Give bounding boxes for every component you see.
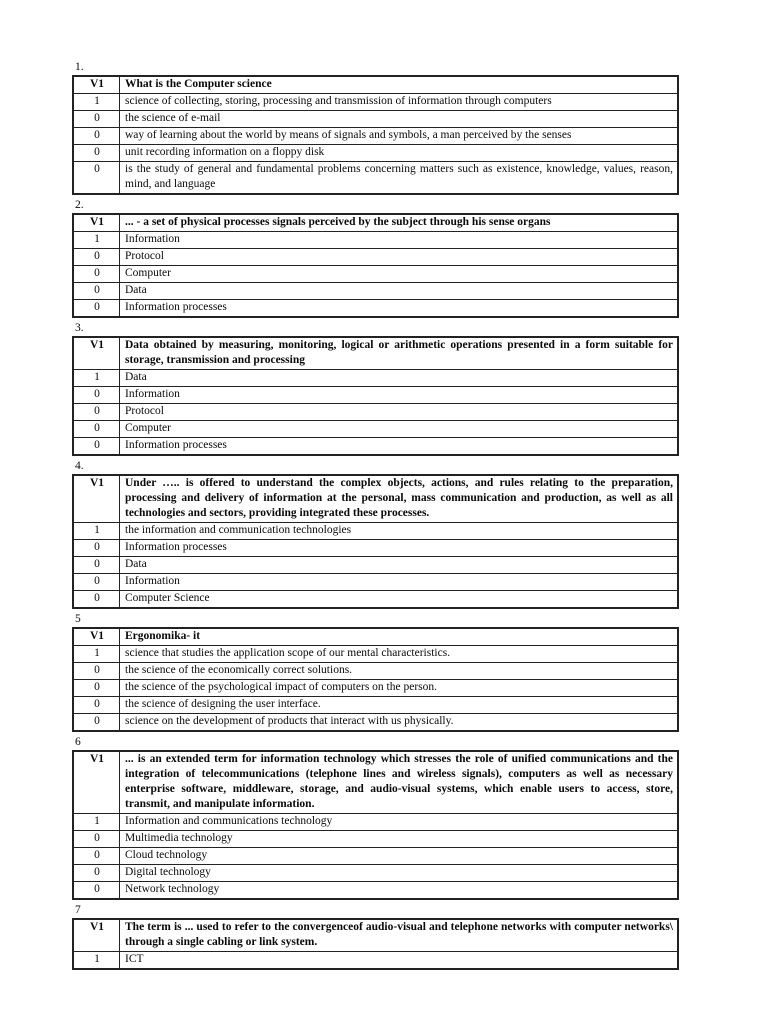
question-header-row bbox=[73, 751, 678, 814]
answer-text: the science of designing the user interface. bbox=[120, 697, 679, 714]
answer-row bbox=[73, 111, 678, 128]
answer-flag: 0 bbox=[73, 591, 120, 609]
answer-text: Protocol bbox=[120, 249, 679, 266]
question-header-row bbox=[73, 628, 678, 646]
answer-flag: 0 bbox=[73, 162, 120, 195]
answer-row bbox=[73, 663, 678, 680]
answer-text: the science of e-mail bbox=[120, 111, 679, 128]
answer-row bbox=[73, 557, 678, 574]
answer-row bbox=[73, 865, 678, 882]
answer-row bbox=[73, 266, 678, 283]
answer-row bbox=[73, 714, 678, 732]
question-text: ... - a set of physical processes signals perceived by the subject through his sense organs bbox=[120, 214, 679, 232]
answer-flag: 0 bbox=[73, 249, 120, 266]
answer-flag: 0 bbox=[73, 714, 120, 732]
answer-row bbox=[73, 697, 678, 714]
variant-column-header: V1 bbox=[73, 337, 120, 370]
answer-row bbox=[73, 831, 678, 848]
question-number: 1. bbox=[75, 61, 84, 73]
answer-flag: 0 bbox=[73, 404, 120, 421]
answer-flag: 0 bbox=[73, 438, 120, 456]
answer-row bbox=[73, 523, 678, 540]
answer-text: ICT bbox=[120, 952, 679, 970]
question-block bbox=[72, 60, 679, 195]
answer-text: Computer bbox=[120, 266, 679, 283]
question-number: 7 bbox=[75, 904, 81, 916]
answer-text: unit recording information on a floppy disk bbox=[120, 145, 679, 162]
answer-row bbox=[73, 249, 678, 266]
question-table bbox=[72, 75, 679, 195]
answer-flag: 0 bbox=[73, 574, 120, 591]
answer-row bbox=[73, 574, 678, 591]
question-table bbox=[72, 627, 679, 732]
answer-row bbox=[73, 128, 678, 145]
question-header-row bbox=[73, 919, 678, 952]
variant-column-header: V1 bbox=[73, 214, 120, 232]
question-table bbox=[72, 213, 679, 318]
answer-text: the information and communication technologies bbox=[120, 523, 679, 540]
question-text: Data obtained by measuring, monitoring, logical or arithmetic operations presented in a form suitable for storage, transmission and processing bbox=[120, 337, 679, 370]
answer-text: Information and communications technology bbox=[120, 814, 679, 831]
variant-column-header: V1 bbox=[73, 919, 120, 952]
question-number: 6 bbox=[75, 736, 81, 748]
answer-flag: 0 bbox=[73, 540, 120, 557]
answer-flag: 0 bbox=[73, 128, 120, 145]
answer-flag: 0 bbox=[73, 145, 120, 162]
answer-row bbox=[73, 300, 678, 318]
answer-text: Data bbox=[120, 557, 679, 574]
answer-text: science on the development of products that interact with us physically. bbox=[120, 714, 679, 732]
question-block bbox=[72, 321, 679, 456]
answer-flag: 0 bbox=[73, 882, 120, 900]
answer-row bbox=[73, 814, 678, 831]
question-header-row bbox=[73, 214, 678, 232]
answer-row bbox=[73, 680, 678, 697]
answer-flag: 0 bbox=[73, 283, 120, 300]
question-table bbox=[72, 918, 679, 970]
answer-text: Protocol bbox=[120, 404, 679, 421]
variant-column-header: V1 bbox=[73, 628, 120, 646]
answer-flag: 0 bbox=[73, 266, 120, 283]
answer-row bbox=[73, 145, 678, 162]
answer-row bbox=[73, 421, 678, 438]
answer-flag: 1 bbox=[73, 814, 120, 831]
question-block bbox=[72, 459, 679, 609]
question-block bbox=[72, 198, 679, 318]
question-table bbox=[72, 750, 679, 900]
variant-column-header: V1 bbox=[73, 751, 120, 814]
answer-row bbox=[73, 94, 678, 111]
question-table bbox=[72, 336, 679, 456]
answer-flag: 1 bbox=[73, 952, 120, 970]
answer-text: way of learning about the world by means of signals and symbols, a man perceived by the senses bbox=[120, 128, 679, 145]
variant-column-header: V1 bbox=[73, 475, 120, 523]
answer-text: the science of the psychological impact of computers on the person. bbox=[120, 680, 679, 697]
answer-text: Digital technology bbox=[120, 865, 679, 882]
question-text: The term is ... used to refer to the convergenceof audio-visual and telephone networks with computer networks\ through a single cabling or link system. bbox=[120, 919, 679, 952]
question-table bbox=[72, 474, 679, 609]
answer-text: Multimedia technology bbox=[120, 831, 679, 848]
question-block bbox=[72, 735, 679, 900]
question-number: 5 bbox=[75, 613, 81, 625]
answer-row bbox=[73, 438, 678, 456]
question-header-row bbox=[73, 475, 678, 523]
question-number: 3. bbox=[75, 322, 84, 334]
answer-text: Network technology bbox=[120, 882, 679, 900]
answer-text: Information processes bbox=[120, 438, 679, 456]
answer-text: Computer bbox=[120, 421, 679, 438]
answer-row bbox=[73, 646, 678, 663]
quiz-content bbox=[72, 57, 679, 970]
answer-row bbox=[73, 540, 678, 557]
question-text: Ergonomika- it bbox=[120, 628, 679, 646]
question-header-row bbox=[73, 337, 678, 370]
answer-text: Information processes bbox=[120, 540, 679, 557]
answer-flag: 1 bbox=[73, 94, 120, 111]
answer-row bbox=[73, 370, 678, 387]
answer-flag: 1 bbox=[73, 370, 120, 387]
answer-text: Information processes bbox=[120, 300, 679, 318]
answer-row bbox=[73, 591, 678, 609]
answer-flag: 1 bbox=[73, 232, 120, 249]
answer-flag: 0 bbox=[73, 848, 120, 865]
answer-text: Information bbox=[120, 387, 679, 404]
answer-flag: 0 bbox=[73, 300, 120, 318]
answer-flag: 0 bbox=[73, 865, 120, 882]
answer-text: science that studies the application scope of our mental characteristics. bbox=[120, 646, 679, 663]
answer-flag: 0 bbox=[73, 111, 120, 128]
answer-text: Information bbox=[120, 574, 679, 591]
question-number: 4. bbox=[75, 460, 84, 472]
answer-row bbox=[73, 283, 678, 300]
answer-flag: 0 bbox=[73, 680, 120, 697]
answer-flag: 0 bbox=[73, 387, 120, 404]
answer-text: the science of the economically correct solutions. bbox=[120, 663, 679, 680]
answer-text: Cloud technology bbox=[120, 848, 679, 865]
answer-text: Computer Science bbox=[120, 591, 679, 609]
question-text: ... is an extended term for information technology which stresses the role of unified communications and the integration of telecommunications (telephone lines and wireless signals), computers as well as necessary enterprise software, middleware, storage, and audio-visual systems, which enable users to access, store, transmit, and manipulate information. bbox=[120, 751, 679, 814]
answer-flag: 0 bbox=[73, 831, 120, 848]
question-text: What is the Computer science bbox=[120, 76, 679, 94]
answer-row bbox=[73, 952, 678, 970]
answer-row bbox=[73, 232, 678, 249]
variant-column-header: V1 bbox=[73, 76, 120, 94]
answer-text: Data bbox=[120, 370, 679, 387]
answer-flag: 0 bbox=[73, 421, 120, 438]
answer-flag: 1 bbox=[73, 646, 120, 663]
question-header-row bbox=[73, 76, 678, 94]
answer-row bbox=[73, 882, 678, 900]
answer-row bbox=[73, 387, 678, 404]
answer-flag: 1 bbox=[73, 523, 120, 540]
question-block bbox=[72, 612, 679, 732]
answer-row bbox=[73, 162, 678, 195]
answer-row bbox=[73, 848, 678, 865]
question-block bbox=[72, 903, 679, 970]
answer-flag: 0 bbox=[73, 557, 120, 574]
answer-text: Data bbox=[120, 283, 679, 300]
answer-flag: 0 bbox=[73, 663, 120, 680]
question-text: Under ….. is offered to understand the complex objects, actions, and rules relating to the preparation, processing and delivery of information at the personal, mass communication and production, as well as all technologies and sectors, providing integrated these processes. bbox=[120, 475, 679, 523]
answer-flag: 0 bbox=[73, 697, 120, 714]
answer-text: Information bbox=[120, 232, 679, 249]
question-number: 2. bbox=[75, 199, 84, 211]
answer-text: science of collecting, storing, processing and transmission of information through computers bbox=[120, 94, 679, 111]
answer-row bbox=[73, 404, 678, 421]
answer-text: is the study of general and fundamental problems concerning matters such as existence, knowledge, values, reason, mind, and language bbox=[120, 162, 679, 195]
